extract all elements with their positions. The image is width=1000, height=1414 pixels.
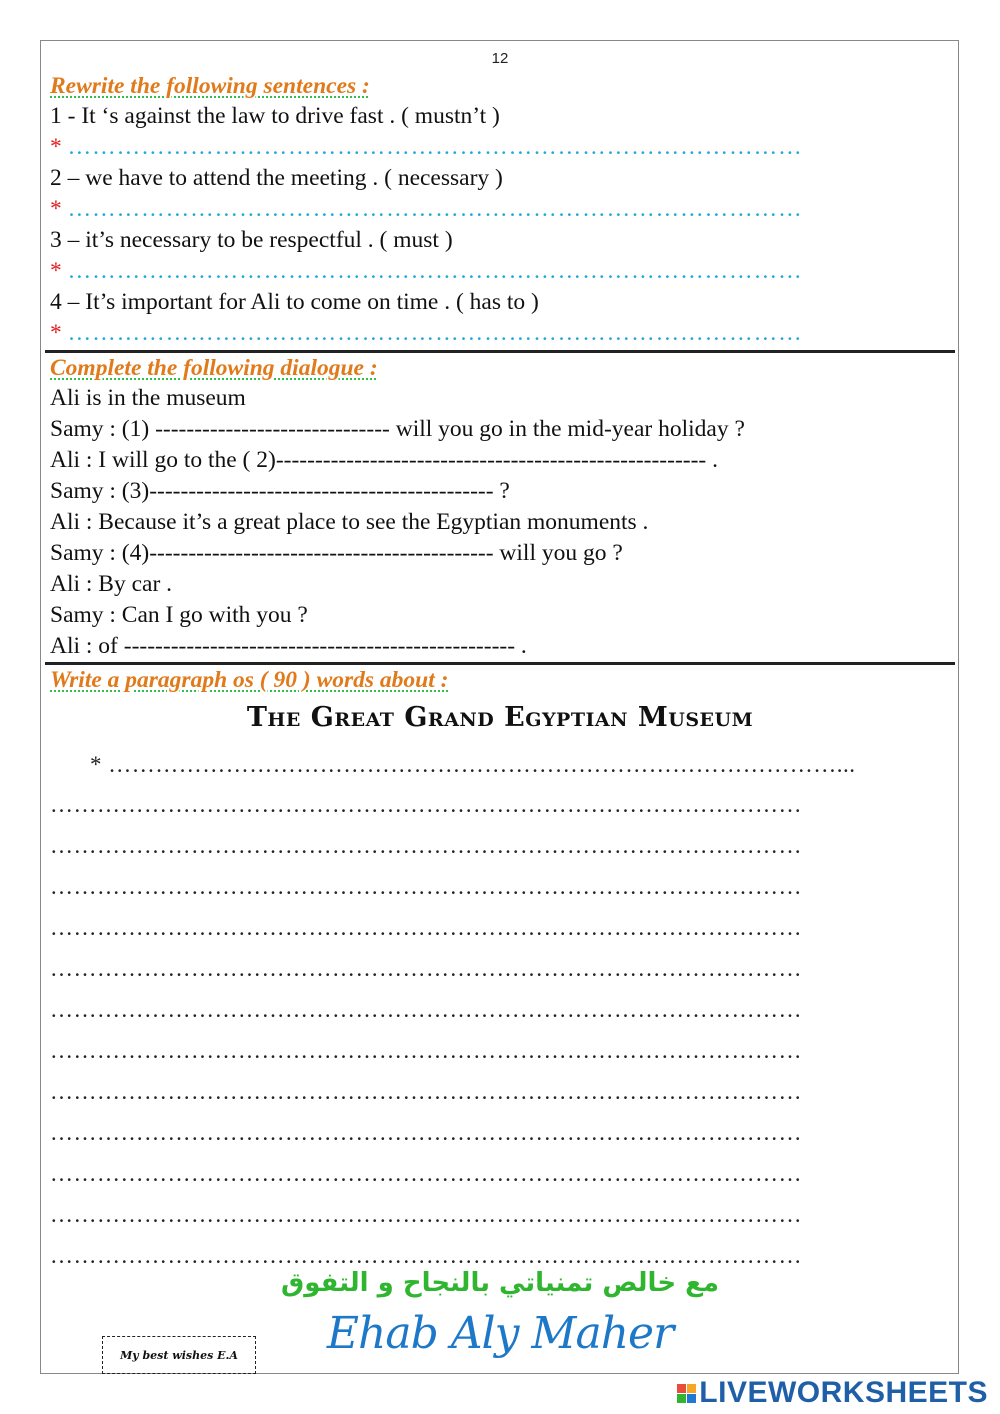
writing-line[interactable]: ……………………………………………………………………………………: [50, 1038, 802, 1063]
dialogue-line[interactable]: Samy : (4)-------------------------------------------- will you go ?: [50, 540, 623, 566]
answer-line-3[interactable]: [50, 257, 803, 285]
dialogue-line: Samy : Can I go with you ?: [50, 602, 308, 628]
rewrite-item-3: 3 – it’s necessary to be respectful . ( must ): [50, 227, 453, 253]
dialogue-line: Ali : By car .: [50, 571, 173, 597]
dialogue-line: Ali : Because it’s a great place to see the Egyptian monuments .: [50, 509, 649, 535]
answer-line-2[interactable]: [50, 195, 803, 223]
liveworksheets-logo-icon: [677, 1384, 696, 1403]
liveworksheets-logo: [677, 1376, 988, 1410]
dialogue-line[interactable]: Ali : of -------------------------------------------------- .: [50, 633, 527, 659]
logo-square: [687, 1384, 696, 1393]
logo-text: LIVEWORKSHEETS: [699, 1376, 988, 1409]
dialogue-line[interactable]: Ali : I will go to the ( 2)------------------------------------------------------- .: [50, 447, 718, 473]
answer-line-4[interactable]: [50, 319, 803, 347]
star-marker: *: [50, 258, 62, 284]
writing-line[interactable]: ……………………………………………………………………………………: [50, 1202, 802, 1227]
logo-square: [677, 1394, 686, 1403]
arabic-wishes: مع خالص تمنياتي بالنجاح و التفوق: [281, 1268, 719, 1298]
writing-line[interactable]: ……………………………………………………………………………………: [50, 1120, 802, 1145]
dialogue-line[interactable]: Samy : (1) ------------------------------ will you go in the mid-year holiday ?: [50, 416, 745, 442]
wishes-box: My best wishes E.A: [102, 1336, 256, 1374]
writing-line[interactable]: ……………………………………………………………………………………: [50, 874, 802, 899]
writing-line[interactable]: ……………………………………………………………………………………: [50, 915, 802, 940]
page-number: 12: [491, 50, 509, 67]
writing-line[interactable]: ……………………………………………………………………………………: [50, 997, 802, 1022]
rewrite-item-4: 4 – It’s important for Ali to come on time . ( has to ): [50, 289, 539, 315]
writing-line[interactable]: ……………………………………………………………………………………: [50, 956, 802, 981]
writing-line[interactable]: ……………………………………………………………………………………: [50, 833, 802, 858]
answer-dots: ………………………………………………………………………………: [67, 196, 803, 222]
star-marker: *: [50, 320, 62, 346]
signature: Ehab Aly Maher: [326, 1308, 674, 1359]
section-divider: [45, 662, 955, 665]
answer-dots: ………………………………………………………………………………: [67, 320, 803, 346]
dialogue-line: Ali is in the museum: [50, 385, 246, 411]
writing-line[interactable]: ……………………………………………………………………………………: [50, 1243, 802, 1268]
writing-line[interactable]: ……………………………………………………………………………………: [50, 1079, 802, 1104]
rewrite-item-1: 1 - It ‘s against the law to drive fast . ( mustn’t ): [50, 103, 500, 129]
writing-line[interactable]: ……………………………………………………………………………………: [50, 1161, 802, 1186]
dialogue-heading: Complete the following dialogue :: [50, 355, 378, 381]
dialogue-line[interactable]: Samy : (3)-------------------------------------------- ?: [50, 478, 510, 504]
logo-square: [687, 1394, 696, 1403]
star-marker: *: [50, 134, 62, 160]
logo-square: [677, 1384, 686, 1393]
paragraph-title: The Great Grand Egyptian Museum: [246, 702, 754, 733]
answer-dots: ………………………………………………………………………………: [67, 258, 803, 284]
rewrite-item-2: 2 – we have to attend the meeting . ( necessary ): [50, 165, 503, 191]
answer-line-1[interactable]: [50, 133, 803, 161]
answer-dots: ………………………………………………………………………………: [67, 134, 803, 160]
writing-line-first[interactable]: * …………………………………………………………………………………...: [90, 752, 856, 777]
star-marker: *: [50, 196, 62, 222]
paragraph-heading: Write a paragraph os ( 90 ) words about :: [50, 667, 449, 693]
writing-line[interactable]: ……………………………………………………………………………………: [50, 792, 802, 817]
rewrite-heading: Rewrite the following sentences :: [50, 73, 370, 99]
section-divider: [45, 350, 955, 353]
